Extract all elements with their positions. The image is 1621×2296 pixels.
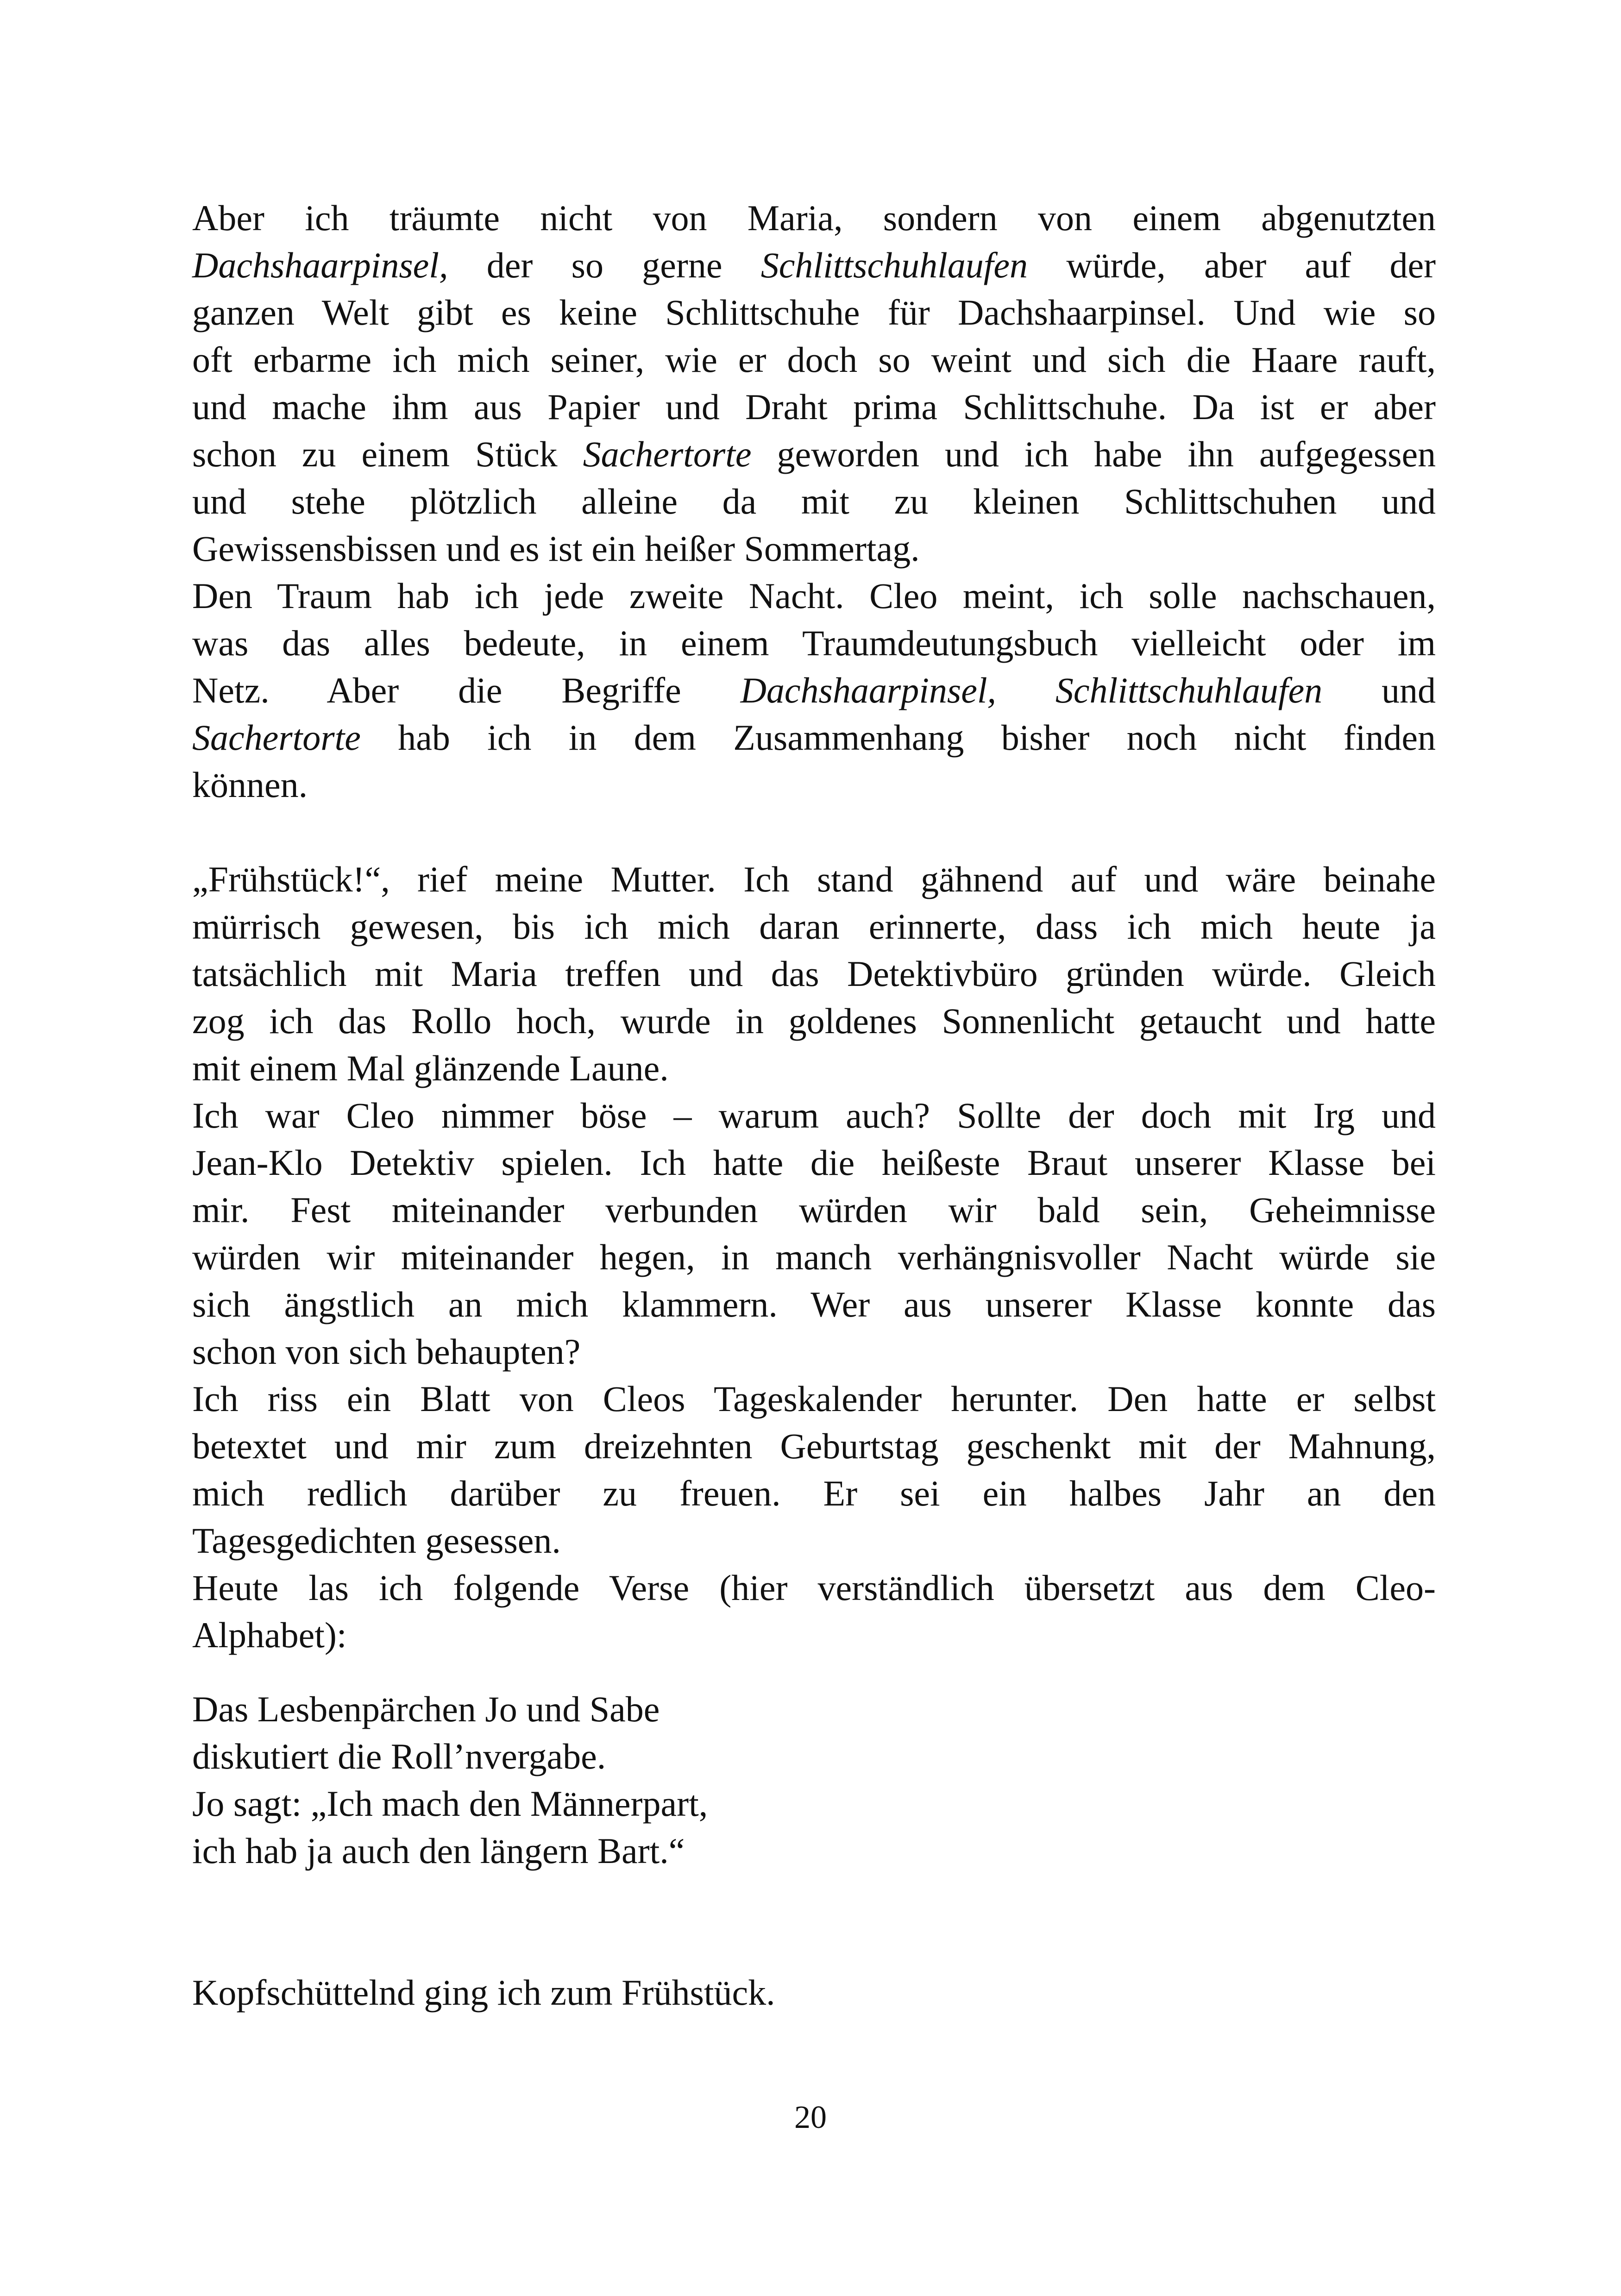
text-line: Den Traum hab ich jede zweite Nacht. Cleo meint, ich solle nachschauen, — [192, 576, 1436, 616]
text-line: Aber ich träumte nicht von Maria, sondern von einem abgenutzten — [192, 198, 1436, 238]
text-line: Sachertorte hab ich in dem Zusammenhang bisher noch nicht finden — [192, 717, 1436, 758]
text-line: „Frühstück!“, rief meine Mutter. Ich stand gähnend auf und wäre beinahe — [192, 859, 1436, 899]
italic-term: Dachshaarpinsel, — [192, 245, 448, 285]
italic-term: Schlittschuhlaufen — [760, 245, 1028, 285]
text-line: und mache ihm aus Papier und Draht prima Schlittschuhe. Da ist er aber — [192, 387, 1436, 427]
italic-term: Schlittschuhlaufen — [1055, 670, 1323, 710]
text-line: zog ich das Rollo hoch, wurde in goldenes Sonnenlicht getaucht und hatte — [192, 1001, 1436, 1041]
poem-line: ich hab ja auch den längern Bart.“ — [192, 1831, 685, 1871]
text-line: betextet und mir zum dreizehnten Geburtstag geschenkt mit der Mahnung, — [192, 1426, 1436, 1466]
text-line: mir. Fest miteinander verbunden würden wir bald sein, Geheimnisse — [192, 1190, 1436, 1230]
text-line: sich ängstlich an mich klammern. Wer aus unserer Klasse konnte das — [192, 1284, 1436, 1324]
italic-term: Sachertorte — [192, 717, 361, 758]
text-line: Jean-Klo Detektiv spielen. Ich hatte die heißeste Braut unserer Klasse bei — [192, 1142, 1436, 1183]
page-number: 20 — [794, 2100, 827, 2135]
poem-line: Das Lesbenpärchen Jo und Sabe — [192, 1689, 660, 1729]
text-line: mit einem Mal glänzende Laune. — [192, 1048, 669, 1088]
text-line: schon zu einem Stück Sachertorte geworden und ich habe ihn aufgegessen — [192, 434, 1436, 474]
text-line: Dachshaarpinsel, der so gerne Schlittschuhlaufen würde, aber auf der — [192, 245, 1436, 285]
text-line: Tagesgedichten gesessen. — [192, 1520, 561, 1561]
text-line: schon von sich behaupten? — [192, 1331, 581, 1372]
poem-line: diskutiert die Roll’nvergabe. — [192, 1736, 606, 1776]
text-line: oft erbarme ich mich seiner, wie er doch so weint und sich die Haare rauft, — [192, 339, 1436, 380]
poem-line: Jo sagt: „Ich mach den Männerpart, — [192, 1783, 708, 1824]
text-line: Alphabet): — [192, 1615, 347, 1655]
text-line: Netz. Aber die Begriffe Dachshaarpinsel, Schlittschuhlaufen und — [192, 670, 1436, 710]
text-line: tatsächlich mit Maria treffen und das Detektivbüro gründen würde. Gleich — [192, 954, 1436, 994]
closing-text: Kopfschüttelnd ging ich zum Frühstück. — [192, 1972, 775, 2013]
text-line: Ich war Cleo nimmer böse – warum auch? Sollte der doch mit Irg und — [192, 1095, 1436, 1135]
italic-term: Sachertorte — [583, 434, 752, 474]
paragraph-dream — [192, 194, 1436, 809]
text-line: Gewissensbissen und es ist ein heißer Sommertag. — [192, 528, 920, 569]
text-line: ganzen Welt gibt es keine Schlittschuhe für Dachshaarpinsel. Und wie so — [192, 292, 1436, 332]
closing-line — [192, 1969, 1436, 2016]
text-line: würden wir miteinander hegen, in manch verhängnisvoller Nacht würde sie — [192, 1237, 1436, 1277]
text-line: was das alles bedeute, in einem Traumdeutungsbuch vielleicht oder im — [192, 623, 1436, 663]
text-line: mich redlich darüber zu freuen. Er sei ein halbes Jahr an den — [192, 1473, 1436, 1513]
text-line: mürrisch gewesen, bis ich mich daran erinnerte, dass ich mich heute ja — [192, 906, 1436, 947]
italic-term: Dachshaarpinsel, — [740, 670, 997, 710]
text-line: und stehe plötzlich alleine da mit zu kleinen Schlittschuhen und — [192, 481, 1436, 521]
poem — [192, 1686, 1436, 1875]
text-line: können. — [192, 765, 308, 805]
text-line: Ich riss ein Blatt von Cleos Tageskalender herunter. Den hatte er selbst — [192, 1379, 1436, 1419]
paragraph-breakfast — [192, 856, 1436, 1659]
text-line: Heute las ich folgende Verse (hier verständlich übersetzt aus dem Cleo- — [192, 1568, 1436, 1608]
